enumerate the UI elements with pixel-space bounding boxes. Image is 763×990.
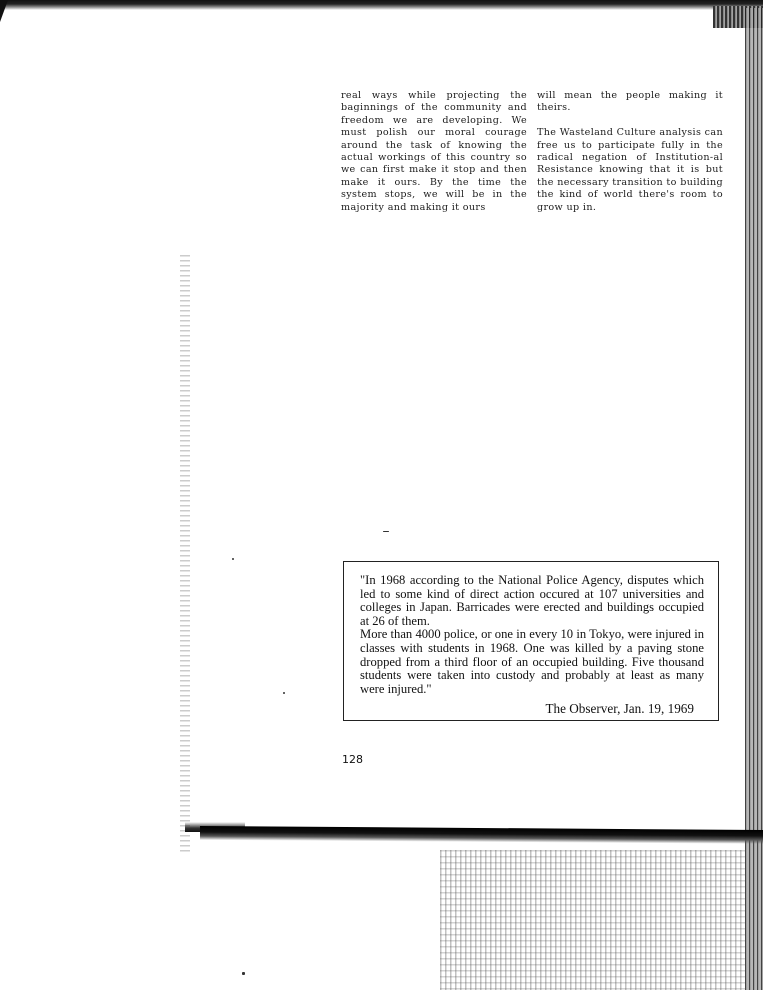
text-column-right <box>537 90 723 214</box>
quote-paragraph: More than 4000 police, or one in every 10 in Tokyo, were injured in classes with students in 1968. One was killed by a paving stone dropped from a third floor of an occupied building. Five thousand students were taken into custody and probably at least as many were injured." <box>360 627 704 696</box>
text-column-left <box>341 90 527 214</box>
scan-speck <box>283 692 285 694</box>
quote-box <box>343 561 719 721</box>
scan-speck <box>232 558 234 560</box>
body-paragraph: will mean the people making it theirs. <box>537 90 723 114</box>
body-paragraph: The Wasteland Culture analysis can free us to participate fully in the radical negation of Institution-al Resistance knowing that it is but the necessary transition to building the kind of world there's room to grow up in. <box>537 127 723 213</box>
scan-speck <box>242 972 245 975</box>
page-bottom-shadow <box>200 826 763 844</box>
quote-attribution: The Observer, Jan. 19, 1969 <box>545 701 694 717</box>
scan-speck <box>383 531 389 532</box>
scan-binding-marks <box>180 255 190 855</box>
scan-edge-top <box>0 0 763 10</box>
quote-paragraph: "In 1968 according to the National Police Agency, disputes which led to some kind of direct action occured at 107 universities and colleges in Japan. Barricades were erected and buildings occupied at 26 of them. <box>360 573 704 628</box>
scan-corner-mark <box>0 0 8 22</box>
body-paragraph: real ways while projecting the baginnings of the community and freedom we are developing. We must polish our moral courage around the task of knowing the actual workings of this country so we can first make it stop and then make it ours. By the time the system stops, we will be in the majority and making it ours <box>341 90 527 213</box>
page-number: 128 <box>342 753 363 766</box>
scan-noise-bottom <box>440 850 745 990</box>
